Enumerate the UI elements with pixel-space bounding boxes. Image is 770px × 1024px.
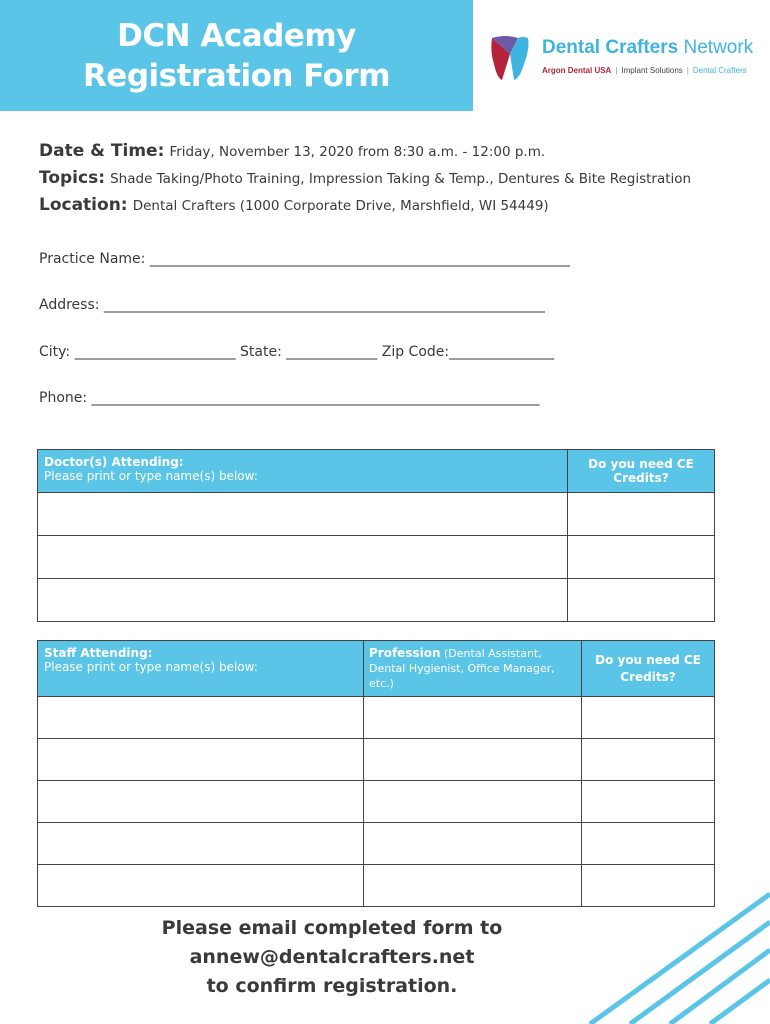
staff-ce-header-cell: Do you need CE Credits? [582, 641, 715, 697]
contact-email[interactable]: annew@dentalcrafters.net [189, 946, 475, 968]
header-band [0, 0, 473, 111]
city-field[interactable]: _______________________ [74, 344, 236, 360]
doctor-ce-input[interactable] [568, 579, 715, 622]
staff-name-input[interactable] [38, 781, 364, 823]
staff-name-input[interactable] [38, 865, 364, 907]
staff-name-input[interactable] [38, 697, 364, 739]
table-row [38, 739, 715, 781]
profession-header-cell: Profession (Dental Assistant, Dental Hygienist, Office Manager, etc.) [364, 641, 582, 697]
state-field[interactable]: _____________ [286, 344, 378, 360]
staff-profession-input[interactable] [364, 739, 582, 781]
staff-table [37, 640, 715, 907]
doctors-header-cell: Doctor(s) Attending: Please print or type name(s) below: [38, 450, 568, 493]
state-label: State: [240, 344, 282, 360]
logo-subtitle: Argon Dental USA | Implant Solutions | Dental Crafters [542, 66, 747, 75]
address-label: Address: [39, 297, 100, 313]
table-row [38, 697, 715, 739]
doctors-table [37, 449, 715, 622]
submission-instructions: Please email completed form to annew@dentalcrafters.net to confirm registration. [130, 914, 534, 1001]
form-title-line2: Registration Form [82, 58, 391, 94]
phone-label: Phone: [39, 390, 88, 406]
date-time-line: Date & Time: Friday, November 13, 2020 from 8:30 a.m. - 12:00 p.m. [39, 141, 546, 161]
city-label: City: [39, 344, 71, 360]
practice-name-field[interactable]: Practice Name: ____________________________________________________________ [39, 251, 570, 267]
staff-name-input[interactable] [38, 823, 364, 865]
dental-crafters-logo [488, 32, 763, 87]
topics-line: Topics: Shade Taking/Photo Training, Impression Taking & Temp., Dentures & Bite Registration [39, 168, 692, 188]
form-title-line1: DCN Academy [117, 18, 356, 54]
staff-ce-input[interactable] [582, 739, 715, 781]
doctors-ce-header-cell: Do you need CE Credits? [568, 450, 715, 493]
doctor-name-input[interactable] [38, 579, 568, 622]
table-row [38, 579, 715, 622]
doctor-ce-input[interactable] [568, 493, 715, 536]
tooth-logo-icon [488, 34, 536, 84]
staff-header-cell: Staff Attending: Please print or type name(s) below: [38, 641, 364, 697]
doctor-name-input[interactable] [38, 493, 568, 536]
staff-ce-input[interactable] [582, 697, 715, 739]
doctor-name-input[interactable] [38, 536, 568, 579]
phone-field[interactable]: Phone: ________________________________________________________________ [39, 390, 540, 406]
staff-profession-input[interactable] [364, 697, 582, 739]
table-row [38, 823, 715, 865]
zip-field[interactable]: _______________ [449, 344, 555, 360]
zip-label: Zip Code: [381, 344, 450, 360]
city-state-zip-row [39, 344, 719, 360]
staff-ce-input[interactable] [582, 781, 715, 823]
table-row [38, 493, 715, 536]
staff-profession-input[interactable] [364, 781, 582, 823]
table-row [38, 536, 715, 579]
location-line: Location: Dental Crafters (1000 Corporate Drive, Marshfield, WI 54449) [39, 195, 549, 215]
practice-name-label: Practice Name: [39, 251, 146, 267]
staff-name-input[interactable] [38, 739, 364, 781]
logo-wordmark: Dental Crafters Network [542, 37, 754, 58]
address-field[interactable]: Address: _______________________________________________________________ [39, 297, 545, 313]
staff-profession-input[interactable] [364, 823, 582, 865]
decorative-stripes [530, 884, 770, 1024]
table-row [38, 781, 715, 823]
doctor-ce-input[interactable] [568, 536, 715, 579]
staff-ce-input[interactable] [582, 823, 715, 865]
